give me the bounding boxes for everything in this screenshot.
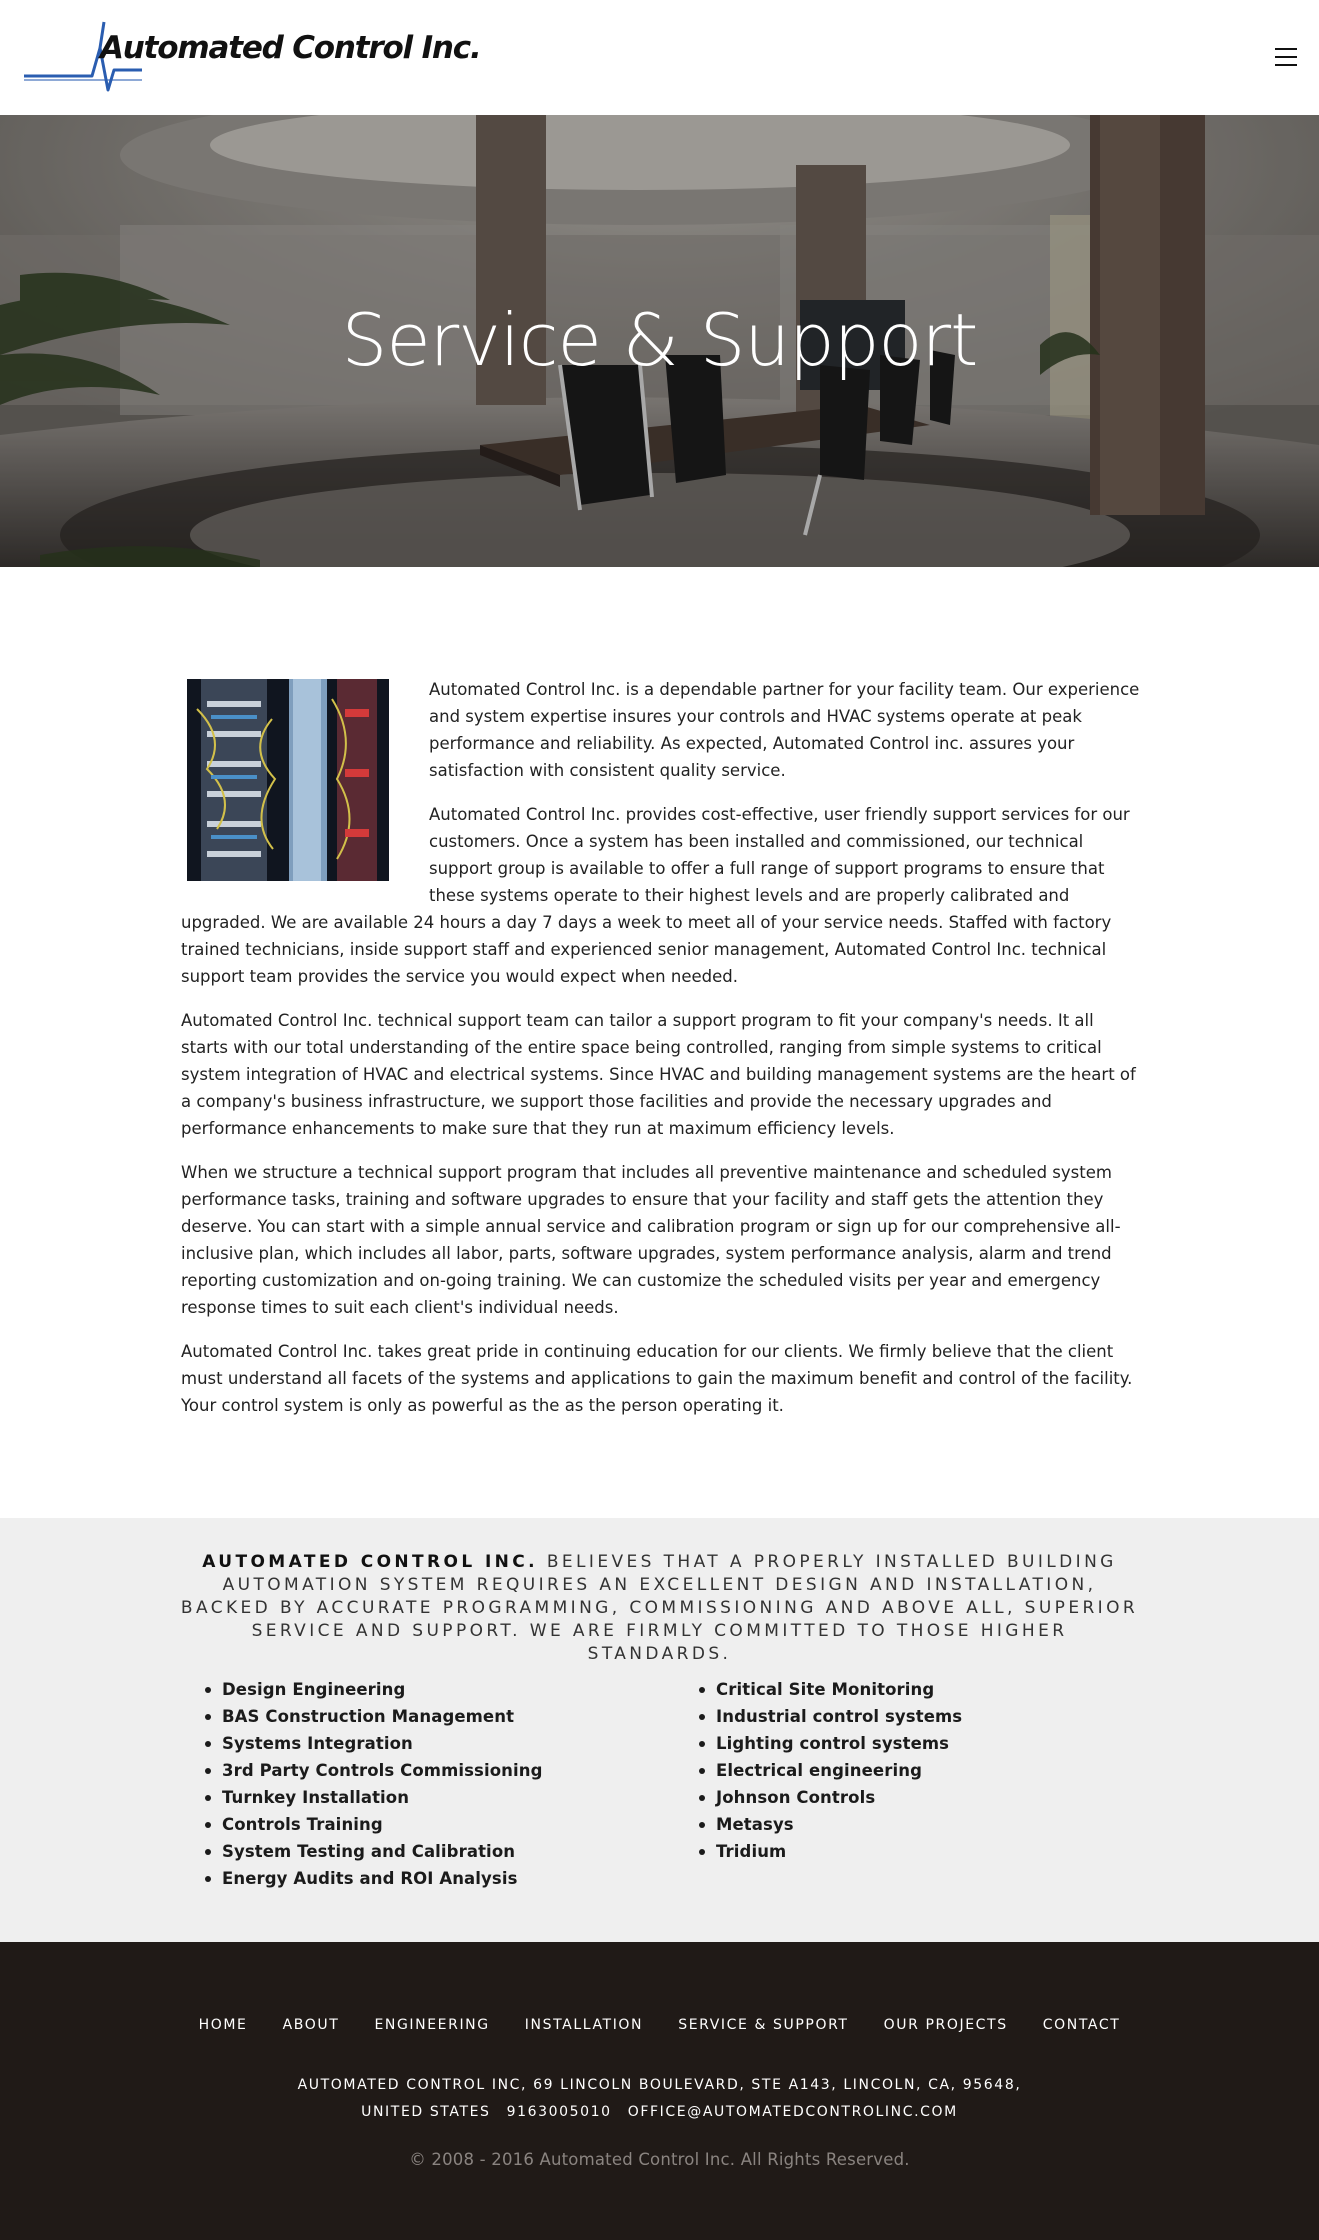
page-title: Service & Support <box>341 298 978 382</box>
copyright: © 2008 - 2016 Automated Control Inc. All Rights Reserved. <box>409 2150 910 2169</box>
footer-link-service-support[interactable]: SERVICE & SUPPORT <box>678 2017 849 2033</box>
main-content <box>181 676 1140 1436</box>
tailor-paragraph: Automated Control Inc. technical support team can tailor a support program to fit your company's needs. It all starts with our total understanding of the entire space being controlled, ranging from simple systems to critical system integration of HVAC and electrical systems. Since HVAC and building management systems are the heart of a company's business infrastructure, we support those facilities and provide the necessary upgrades and performance enhancements to make sure that they run at maximum efficiency levels. <box>181 1011 1136 1138</box>
site-header <box>0 0 1319 115</box>
footer-link-home[interactable]: HOME <box>198 2017 248 2033</box>
footer-link-our-projects[interactable]: OUR PROJECTS <box>883 2017 1008 2033</box>
list-item: BAS Construction Management <box>203 1703 543 1730</box>
program-paragraph: When we structure a technical support program that includes all preventive maintenance and scheduled system performance tasks, training and software upgrades to ensure that your facility and staff gets the attention they deserve. You can start with a simple annual service and calibration program or sign up for our comprehensive all-inclusive plan, which includes all labor, parts, software upgrades, system performance analysis, alarm and trend reporting customization and on-going training. We can customize the scheduled visits per year and emergency response times to suit each client's individual needs. <box>181 1163 1121 1317</box>
footer-link-installation[interactable]: INSTALLATION <box>524 2017 644 2033</box>
services-list-left <box>203 1676 543 1892</box>
list-item: 3rd Party Controls Commissioning <box>203 1757 543 1784</box>
services-section <box>0 1518 1319 1942</box>
logo-text: Automated Control Inc. <box>100 30 481 66</box>
list-item: Systems Integration <box>203 1730 543 1757</box>
site-footer <box>0 1942 1319 2240</box>
company-logo[interactable] <box>22 18 481 96</box>
list-item: System Testing and Calibration <box>203 1838 543 1865</box>
list-item: Tridium <box>697 1838 962 1865</box>
intro-paragraph: Automated Control Inc. is a dependable partner for your facility team. Our experience and system expertise insures your controls and HVAC systems operate at peak performance and reliability. As expected, Automated Control inc. assures your satisfaction with consistent quality service. <box>429 680 1140 780</box>
footer-nav <box>0 2014 1319 2033</box>
footer-link-contact[interactable]: CONTACT <box>1042 2017 1121 2033</box>
list-item: Energy Audits and ROI Analysis <box>203 1865 543 1892</box>
support-paragraph: Automated Control Inc. provides cost-effective, user friendly support services for our customers. Once a system has been installed and commissioned, our technical support group is available to offer a full range of support programs to ensure that these systems operate to their highest levels and are properly calibrated and upgraded. We are available 24 hours a day 7 days a week to meet all of your service needs. Staffed with factory trained technicians, inside support staff and experienced senior management, Automated Control Inc. technical support team provides the service you would expect when needed. <box>181 805 1130 986</box>
footer-link-engineering[interactable]: ENGINEERING <box>374 2017 490 2033</box>
list-item: Design Engineering <box>203 1676 543 1703</box>
hero-banner <box>0 115 1319 567</box>
services-list-right <box>697 1676 962 1865</box>
mission-company: AUTOMATED CONTROL INC. <box>202 1552 539 1572</box>
hamburger-icon[interactable] <box>1275 48 1299 68</box>
list-item: Metasys <box>697 1811 962 1838</box>
footer-phone[interactable]: 9163005010 <box>506 2104 612 2120</box>
mission-statement <box>180 1551 1139 1666</box>
server-rack-image <box>187 679 389 881</box>
list-item: Controls Training <box>203 1811 543 1838</box>
footer-contact-info <box>280 2072 1039 2126</box>
list-item: Industrial control systems <box>697 1703 962 1730</box>
list-item: Critical Site Monitoring <box>697 1676 962 1703</box>
list-item: Johnson Controls <box>697 1784 962 1811</box>
list-item: Lighting control systems <box>697 1730 962 1757</box>
list-item: Electrical engineering <box>697 1757 962 1784</box>
footer-address: AUTOMATED CONTROL INC, 69 LINCOLN BOULEVARD, STE A143, LINCOLN, CA, 95648, UNITED STATES <box>297 2077 1022 2120</box>
education-paragraph: Automated Control Inc. takes great pride in continuing education for our clients. We firmly believe that the client must understand all facets of the systems and applications to gain the maximum benefit and control of the facility. Your control system is only as powerful as the as the person operating it. <box>181 1342 1133 1415</box>
list-item: Turnkey Installation <box>203 1784 543 1811</box>
footer-link-about[interactable]: ABOUT <box>282 2017 340 2033</box>
footer-email[interactable]: OFFICE@AUTOMATEDCONTROLINC.COM <box>627 2104 958 2120</box>
mission-text: BELIEVES THAT A PROPERLY INSTALLED BUILDING AUTOMATION SYSTEM REQUIRES AN EXCELLENT DESIGN AND INSTALLATION, BACKED BY ACCURATE PROGRAMMING, COMMISSIONING AND ABOVE ALL, SUPERIOR SERVICE AND SUPPORT. WE ARE FIRMLY COMMITTED TO THOSE HIGHER STANDARDS. <box>180 1552 1139 1664</box>
